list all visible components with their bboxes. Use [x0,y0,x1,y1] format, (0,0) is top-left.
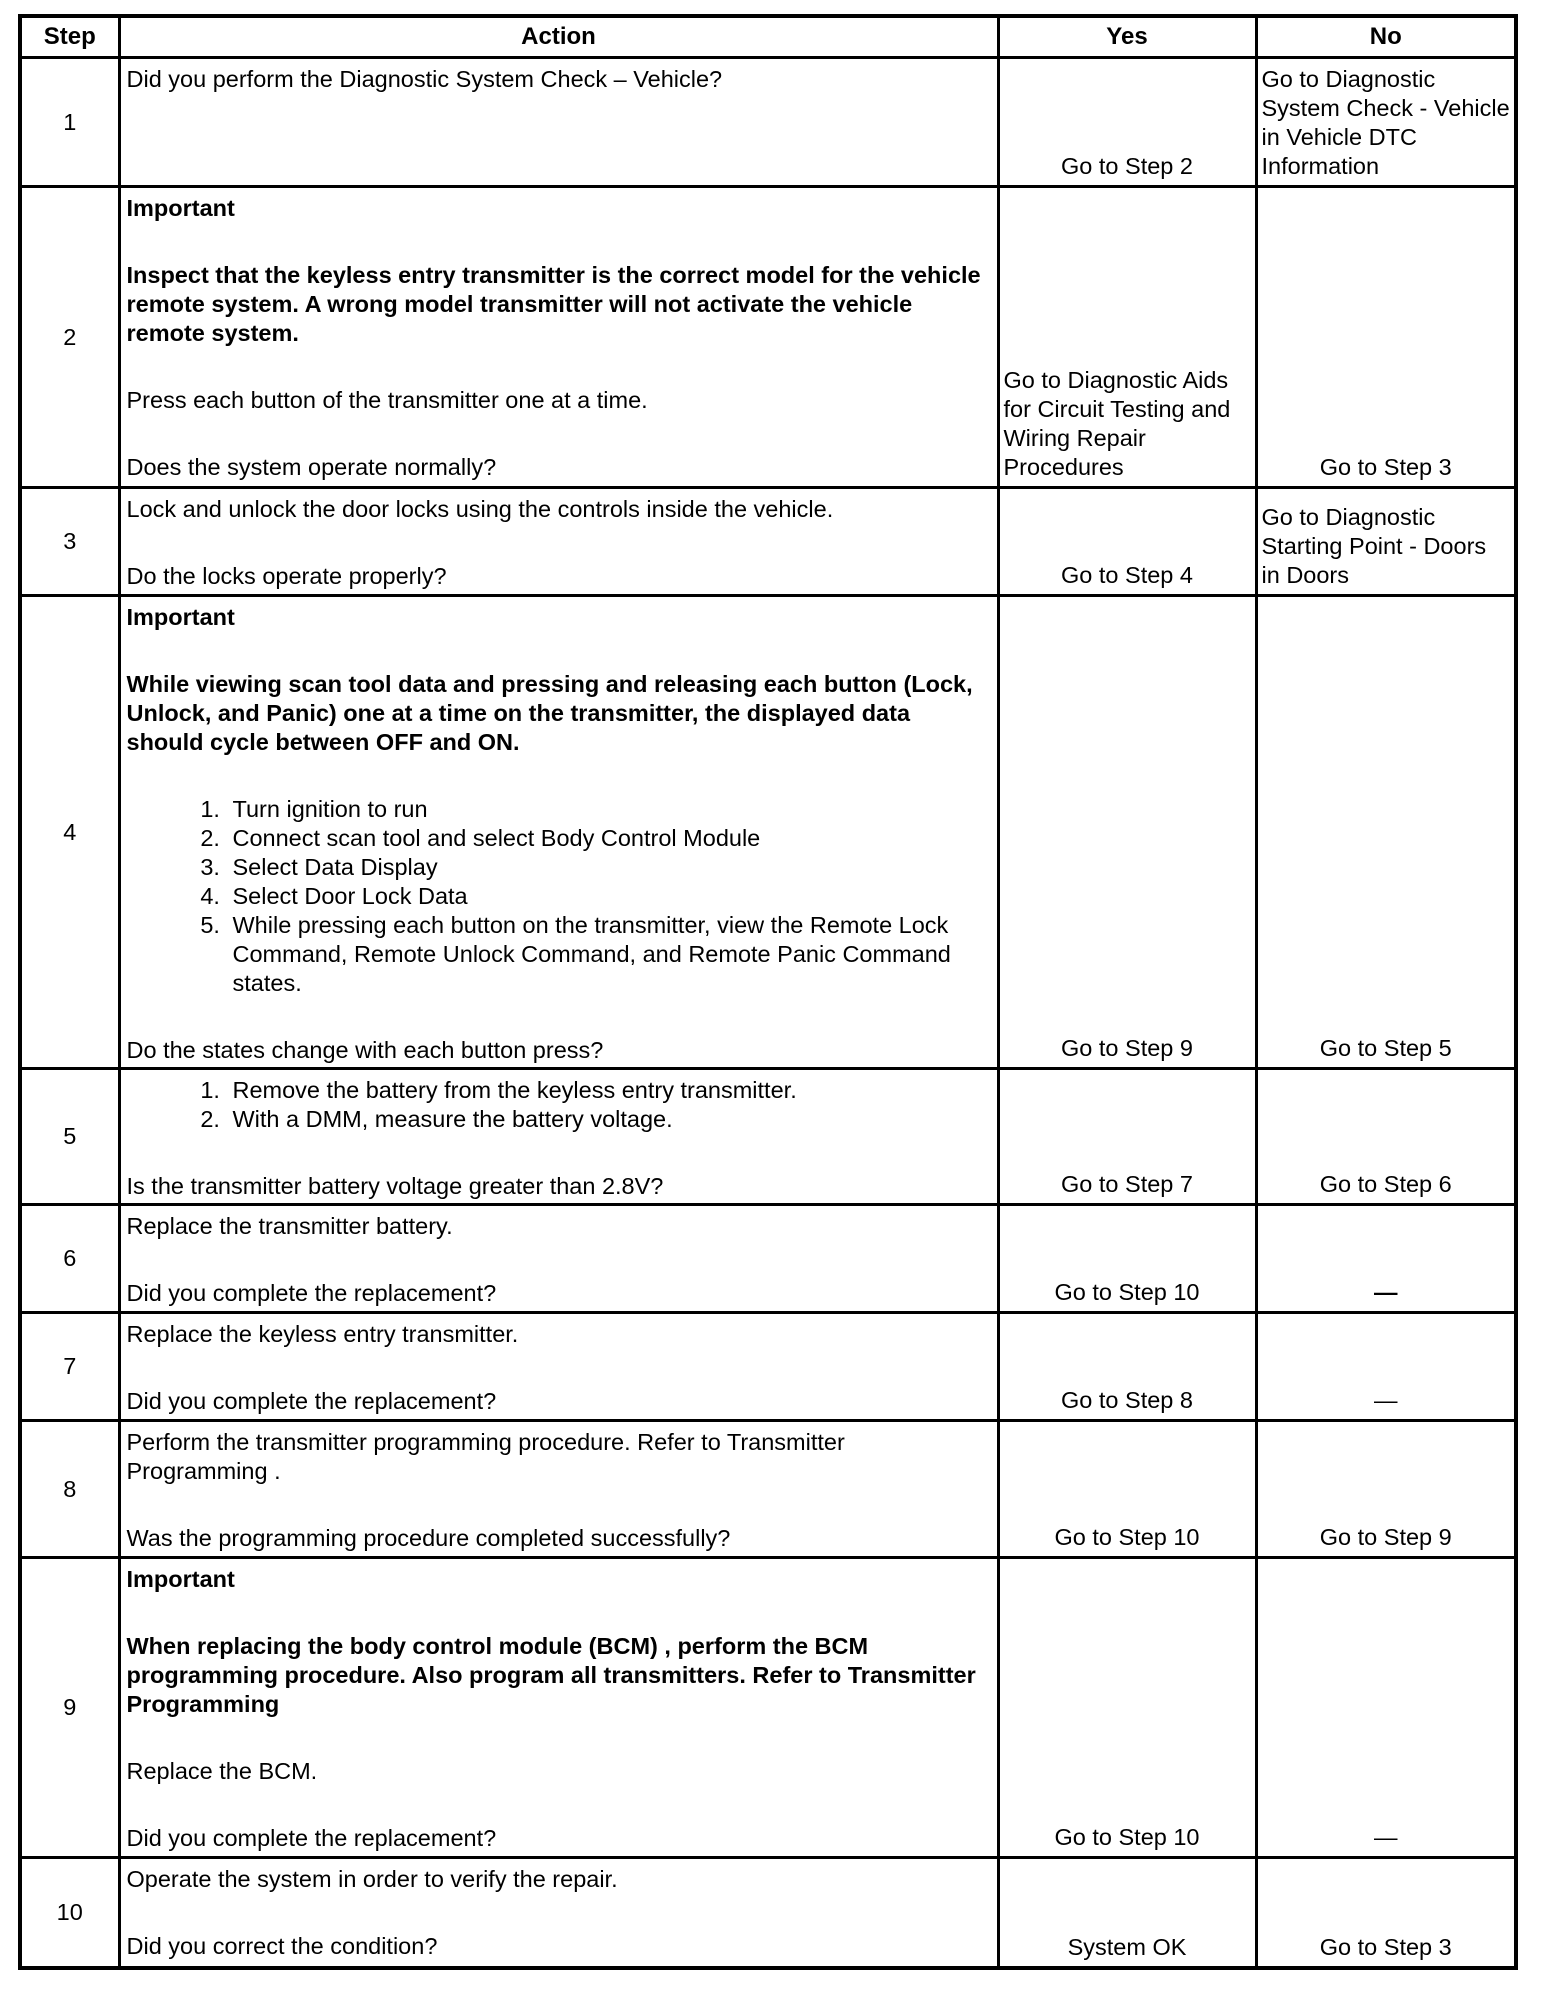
dash-mark: — [1374,1387,1398,1413]
question-text: Was the programming procedure completed successfully? [126,1525,731,1551]
action-cell [119,1421,998,1558]
action-text: Press each button of the transmitter one at a time. [126,387,648,413]
step-number: 7 [20,1313,119,1421]
action-text: Lock and unlock the door locks using the controls inside the vehicle. [126,496,834,522]
table-row [20,488,1516,596]
list-item: 4. Select Door Lock Data [227,882,991,911]
yes-cell: Go to Step 10 [998,1558,1256,1858]
action-cell [119,1558,998,1858]
header-action: Action [119,16,998,58]
action-text: Replace the keyless entry transmitter. [126,1321,519,1347]
table-row [20,1205,1516,1313]
list-item: 2. With a DMM, measure the battery voltage. [227,1105,991,1134]
table-row [20,1421,1516,1558]
header-row [20,16,1516,58]
header-yes: Yes [998,16,1256,58]
step-number: 3 [20,488,119,596]
important-label: Important [126,604,235,630]
no-cell [1256,1313,1516,1421]
important-text: When replacing the body control module (BCM) , perform the BCM programming procedure. Also program all transmitters. Refer to Transmitter Programming [126,1633,976,1717]
step-number: 4 [20,596,119,1069]
step-number: 5 [20,1069,119,1205]
important-label: Important [126,1566,235,1592]
step-number: 1 [20,58,119,187]
table-row [20,58,1516,187]
table-row [20,1313,1516,1421]
yes-cell: System OK [998,1858,1256,1968]
yes-cell: Go to Step 10 [998,1205,1256,1313]
step-number: 6 [20,1205,119,1313]
dash-mark: — [1374,1824,1398,1850]
no-cell: Go to Step 9 [1256,1421,1516,1558]
no-cell: Go to Step 3 [1256,1858,1516,1968]
no-cell: Go to Diagnostic Starting Point - Doors in Doors [1256,488,1516,596]
question-text: Does the system operate normally? [126,454,497,480]
question-text: Do the locks operate properly? [126,563,447,589]
list-item: 1. Turn ignition to run [227,795,991,824]
yes-cell: Go to Step 10 [998,1421,1256,1558]
important-text: While viewing scan tool data and pressing and releasing each button (Lock, Unlock, and Panic) one at a time on the transmitter, the displayed data should cycle between OFF and ON. [126,671,973,755]
list-item: 5. While pressing each button on the transmitter, view the Remote Lock Command, Remote Unlock Command, and Remote Panic Command states. [227,911,991,998]
action-cell [119,596,998,1069]
action-text: Replace the transmitter battery. [126,1213,453,1239]
yes-cell: Go to Diagnostic Aids for Circuit Testing and Wiring Repair Procedures [998,187,1256,488]
action-text: Replace the BCM. [126,1758,318,1784]
action-cell [119,1313,998,1421]
table-row [20,596,1516,1069]
action-text: Operate the system in order to verify the repair. [126,1866,618,1892]
no-cell [1256,1558,1516,1858]
action-text: Perform the transmitter programming procedure. Refer to Transmitter Programming . [126,1429,845,1484]
action-cell [119,1069,998,1205]
step-number: 2 [20,187,119,488]
important-text: Inspect that the keyless entry transmitter is the correct model for the vehicle remote system. A wrong model transmitter will not activate the vehicle remote system. [126,262,981,346]
question-text: Did you complete the replacement? [126,1388,497,1414]
question-text: Did you complete the replacement? [126,1280,497,1306]
list-item: 1. Remove the battery from the keyless entry transmitter. [227,1076,991,1105]
procedure-list [127,795,991,998]
action-cell [119,1205,998,1313]
important-label: Important [126,195,235,221]
question-text: Did you complete the replacement? [126,1825,497,1851]
table-row [20,1069,1516,1205]
action-cell [119,58,998,187]
action-cell [119,187,998,488]
yes-cell: Go to Step 7 [998,1069,1256,1205]
action-text: Did you perform the Diagnostic System Check – Vehicle? [126,66,723,92]
diagnostic-table-container [18,14,1514,1970]
no-cell: Go to Diagnostic System Check - Vehicle in Vehicle DTC Information [1256,58,1516,187]
diagnostic-table [18,14,1518,1970]
yes-cell: Go to Step 2 [998,58,1256,187]
dash-mark: — [1374,1279,1398,1305]
yes-cell: Go to Step 9 [998,596,1256,1069]
list-item: 2. Connect scan tool and select Body Control Module [227,824,991,853]
action-cell [119,488,998,596]
step-number: 10 [20,1858,119,1968]
no-cell: Go to Step 5 [1256,596,1516,1069]
table-row [20,1858,1516,1968]
header-no: No [1256,16,1516,58]
procedure-list [127,1076,991,1134]
step-number: 9 [20,1558,119,1858]
yes-cell: Go to Step 8 [998,1313,1256,1421]
no-cell: Go to Step 6 [1256,1069,1516,1205]
question-text: Is the transmitter battery voltage greater than 2.8V? [126,1173,664,1199]
table-row [20,1558,1516,1858]
question-text: Do the states change with each button press? [126,1037,604,1063]
question-text: Did you correct the condition? [126,1933,438,1959]
list-item: 3. Select Data Display [227,853,991,882]
table-row [20,187,1516,488]
header-step: Step [20,16,119,58]
no-cell [1256,1205,1516,1313]
action-cell [119,1858,998,1968]
yes-cell: Go to Step 4 [998,488,1256,596]
step-number: 8 [20,1421,119,1558]
no-cell: Go to Step 3 [1256,187,1516,488]
